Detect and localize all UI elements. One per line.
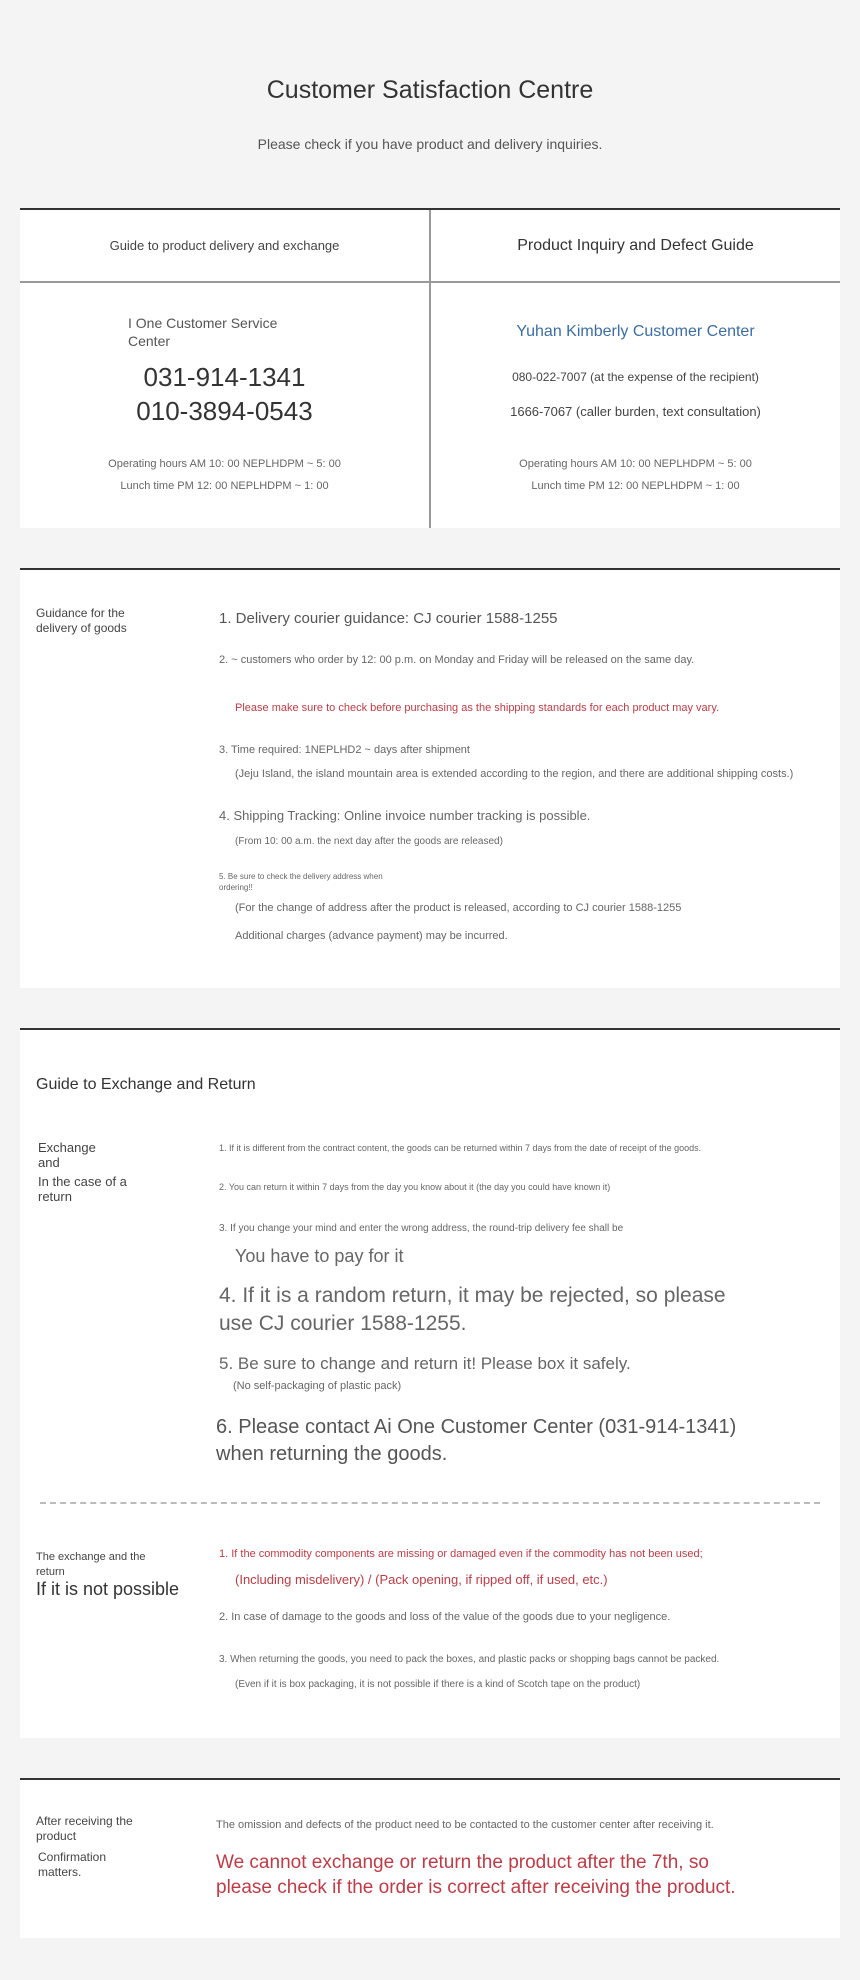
delivery-item-5 — [219, 871, 383, 893]
exchange-item-6-line2: when returning the goods. — [216, 1443, 448, 1465]
exchange-item-6 — [216, 1414, 736, 1468]
receipt-warning-line1: We cannot exchange or return the product after the 7th, so — [216, 1852, 709, 1873]
delivery-item-4-note: (From 10: 00 a.m. the next day after the goods are released) — [235, 836, 503, 847]
exchange-possible-label-line3: In the case of a — [38, 1174, 127, 1189]
contact-panel — [20, 208, 840, 528]
receipt-label-line3: Confirmation — [38, 1850, 107, 1864]
receipt-warning-line2: please check if the order is correct after receiving the product. — [216, 1877, 736, 1898]
delivery-item-4: 4. Shipping Tracking: Online invoice number tracking is possible. — [219, 808, 591, 823]
exchange-item-3: 3. If you change your mind and enter the wrong address, the round-trip delivery fee shall be — [219, 1223, 624, 1234]
impossible-item-3-note: (Even if it is box packaging, it is not possible if there is a kind of Scotch tape on the product) — [235, 1679, 641, 1690]
yuhan-center-name: Yuhan Kimberly Customer Center — [516, 323, 755, 340]
receipt-label-line2: product — [36, 1829, 77, 1843]
exchange-item-3-cont: You have to pay for it — [235, 1246, 404, 1266]
receipt-text: The omission and defects of the product need to be contacted to the customer center after receiving it. — [216, 1819, 714, 1831]
exchange-impossible-label-small: The exchange and the return — [36, 1551, 146, 1578]
impossible-item-1: 1. If the commodity components are missing or damaged even if the commodity has not been used; — [219, 1548, 703, 1560]
delivery-item-3-note: (Jeju Island, the island mountain area is extended according to the region, and there are additional shipping costs.) — [235, 768, 794, 780]
exchange-item-6-line1: 6. Please contact Ai One Customer Center (031-914-1341) — [216, 1416, 737, 1438]
receipt-warning — [216, 1850, 736, 1900]
impossible-item-1-note: (Including misdelivery) / (Pack opening, if ripped off, if used, etc.) — [235, 1572, 608, 1587]
exchange-item-5: 5. Be sure to change and return it! Please box it safely. — [219, 1354, 631, 1373]
delivery-item-2-note: Please make sure to check before purchasing as the shipping standards for each product may vary. — [235, 702, 720, 714]
exchange-return-panel — [20, 1028, 840, 1738]
delivery-label — [36, 606, 166, 636]
delivery-exchange-heading — [20, 210, 429, 283]
page-title: Customer Satisfaction Centre — [266, 76, 594, 104]
exchange-possible-label-line4: return — [38, 1189, 72, 1204]
ione-center-name: I One Customer Service Center — [128, 315, 278, 349]
exchange-possible-label-line2: and — [38, 1155, 60, 1170]
yuhan-line-1: 080-022-7007 (at the expense of the recipient) — [512, 370, 759, 384]
page-subtitle: Please check if you have product and delivery inquiries. — [257, 136, 603, 152]
delivery-item-5-line1: 5. Be sure to check the delivery address when — [219, 872, 383, 881]
exchange-item-4 — [219, 1282, 726, 1338]
receipt-confirmation-panel — [20, 1778, 840, 1938]
page-header — [0, 0, 860, 152]
delivery-guide-panel — [20, 568, 840, 988]
impossible-item-3: 3. When returning the goods, you need to pack the boxes, and plastic packs or shopping bags cannot be packed. — [219, 1654, 720, 1665]
delivery-item-3: 3. Time required: 1NEPLHD2 ~ days after shipment — [219, 744, 470, 756]
ione-phone-2: 010-3894-0543 — [136, 396, 313, 426]
delivery-exchange-heading-text: Guide to product delivery and exchange — [109, 238, 340, 253]
delivery-label-line2: delivery of goods — [36, 621, 127, 635]
exchange-item-1: 1. If it is different from the contract content, the goods can be returned within 7 days from the date of receipt of the goods. — [219, 1143, 702, 1153]
exchange-item-4-line2: use CJ courier 1588-1255. — [219, 1312, 467, 1335]
ione-operating-hours: Operating hours AM 10: 00 NEPLHDPM ~ 5: 00 — [108, 458, 341, 470]
delivery-label-line1: Guidance for the — [36, 606, 125, 620]
receipt-label-line4: matters. — [38, 1865, 82, 1879]
inquiry-defect-heading — [431, 210, 840, 283]
exchange-item-5-note: (No self-packaging of plastic pack) — [233, 1380, 402, 1392]
receipt-label-line1: After receiving the — [36, 1814, 133, 1828]
exchange-return-title: Guide to Exchange and Return — [36, 1076, 256, 1093]
delivery-item-5-note-2: Additional charges (advance payment) may be incurred. — [235, 930, 508, 942]
exchange-impossible-label-big: If it is not possible — [36, 1579, 180, 1599]
inquiry-defect-heading-text: Product Inquiry and Defect Guide — [517, 236, 754, 254]
ione-phone-1: 031-914-1341 — [143, 362, 306, 392]
ione-lunch-time: Lunch time PM 12: 00 NEPLHDPM ~ 1: 00 — [120, 480, 329, 492]
yuhan-line-2: 1666-7067 (caller burden, text consultation) — [510, 404, 761, 419]
delivery-item-1: 1. Delivery courier guidance: CJ courier 1588-1255 — [219, 610, 558, 627]
inquiry-defect-column — [431, 210, 840, 528]
yuhan-operating-hours: Operating hours AM 10: 00 NEPLHDPM ~ 5: 00 — [519, 458, 752, 470]
delivery-item-2: 2. ~ customers who order by 12: 00 p.m. on Monday and Friday will be released on the same day. — [219, 654, 695, 666]
delivery-item-5-note-1: (For the change of address after the product is released, according to CJ courier 1588-1255 — [235, 902, 682, 914]
delivery-exchange-column — [20, 210, 431, 528]
delivery-item-5-line2: ordering!! — [219, 883, 253, 892]
receipt-label — [36, 1814, 166, 1880]
exchange-item-4-line1: 4. If it is a random return, it may be rejected, so please — [219, 1284, 726, 1307]
impossible-item-2: 2. In case of damage to the goods and loss of the value of the goods due to your negligence. — [219, 1611, 671, 1623]
exchange-possible-label — [38, 1140, 168, 1204]
section-divider — [40, 1502, 820, 1504]
exchange-item-2: 2. You can return it within 7 days from the day you know about it (the day you could have known it) — [219, 1182, 611, 1192]
exchange-possible-label-line1: Exchange — [38, 1140, 96, 1155]
yuhan-lunch-time: Lunch time PM 12: 00 NEPLHDPM ~ 1: 00 — [531, 480, 740, 492]
